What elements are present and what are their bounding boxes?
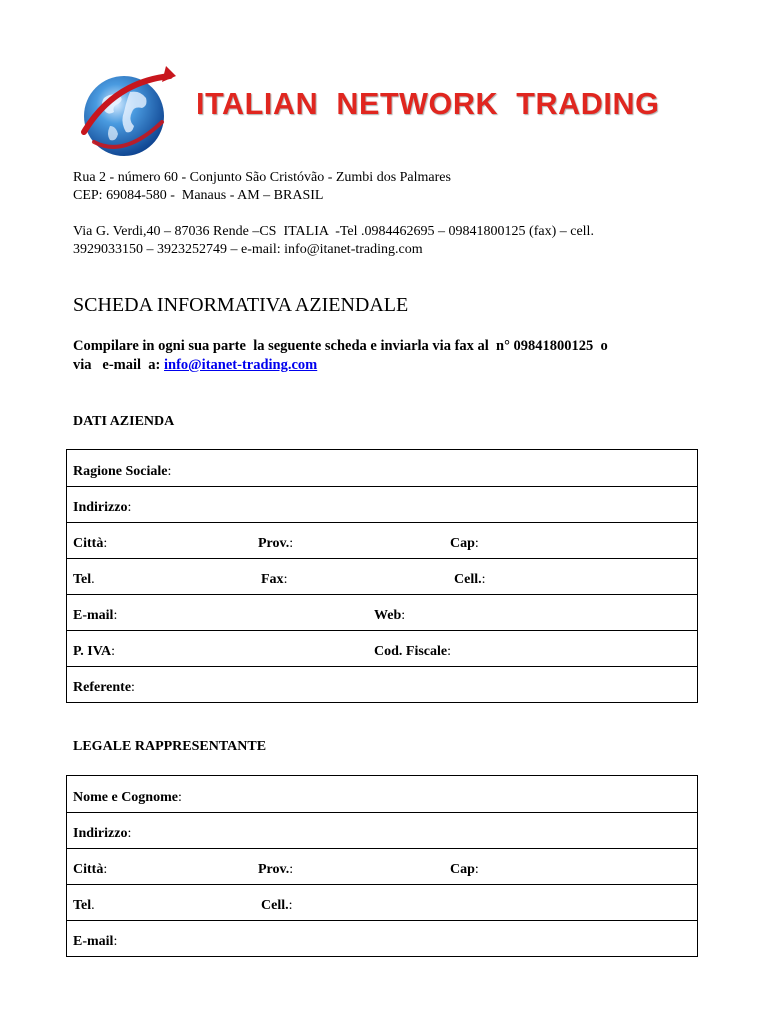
field-indirizzo: Indirizzo:: [73, 500, 132, 515]
form-row[interactable]: [67, 630, 697, 666]
field-nome-cognome: Nome e Cognome:: [73, 790, 182, 805]
instruction-line2: [73, 356, 703, 375]
address-brazil-line2: CEP: 69084-580 - Manaus - AM – BRASIL: [73, 188, 324, 203]
field-referente: Referente:: [73, 680, 135, 695]
company-form: [66, 449, 698, 703]
address-italy-line2: 3929033150 – 3923252749 – e-mail: info@itanet-trading.com: [73, 242, 423, 257]
field-prov: Prov.:: [258, 862, 294, 877]
form-row[interactable]: [67, 884, 697, 920]
field-cell: Cell.:: [454, 572, 486, 587]
address-brazil-line1: Rua 2 - número 60 - Conjunto São Cristóvão - Zumbi dos Palmares: [73, 170, 451, 185]
field-ragione-sociale: Ragione Sociale:: [73, 464, 172, 479]
field-email: E-mail:: [73, 608, 118, 623]
email-link[interactable]: info@itanet-trading.com: [164, 357, 318, 373]
globe-logo-icon: [74, 62, 178, 162]
document-title: SCHEDA INFORMATIVA AZIENDALE: [73, 294, 409, 316]
field-tel: Tel.: [73, 572, 95, 587]
form-row[interactable]: [67, 522, 697, 558]
field-citta: Città:: [73, 862, 108, 877]
company-brand-name: ITALIAN NETWORK TRADING: [196, 87, 660, 121]
instruction-prefix: via e-mail a:: [73, 357, 165, 373]
field-cod-fiscale: Cod. Fiscale:: [374, 644, 451, 659]
form-row[interactable]: [67, 558, 697, 594]
field-prov: Prov.:: [258, 536, 294, 551]
field-fax: Fax:: [261, 572, 288, 587]
form-row[interactable]: [67, 450, 697, 486]
field-cap: Cap:: [450, 862, 479, 877]
field-piva: P. IVA:: [73, 644, 116, 659]
form-row[interactable]: [67, 776, 697, 812]
field-cap: Cap:: [450, 536, 479, 551]
instructions: [73, 337, 703, 375]
form-row[interactable]: [67, 920, 697, 956]
instruction-line1: Compilare in ogni sua parte la seguente scheda e inviarla via fax al n° 09841800125 o: [73, 338, 608, 354]
company-section-heading: DATI AZIENDA: [73, 414, 175, 429]
field-email: E-mail:: [73, 934, 118, 949]
field-citta: Città:: [73, 536, 108, 551]
form-row[interactable]: [67, 486, 697, 522]
form-row[interactable]: [67, 594, 697, 630]
legal-section-heading: LEGALE RAPPRESENTANTE: [73, 739, 267, 754]
address-italy-line1: Via G. Verdi,40 – 87036 Rende –CS ITALIA -Tel .0984462695 – 09841800125 (fax) – cell.: [73, 224, 594, 239]
field-web: Web:: [374, 608, 406, 623]
field-tel: Tel.: [73, 898, 95, 913]
field-indirizzo: Indirizzo:: [73, 826, 132, 841]
form-row[interactable]: [67, 812, 697, 848]
field-cell: Cell.:: [261, 898, 293, 913]
form-row[interactable]: [67, 666, 697, 702]
legal-form: [66, 775, 698, 957]
form-row[interactable]: [67, 848, 697, 884]
